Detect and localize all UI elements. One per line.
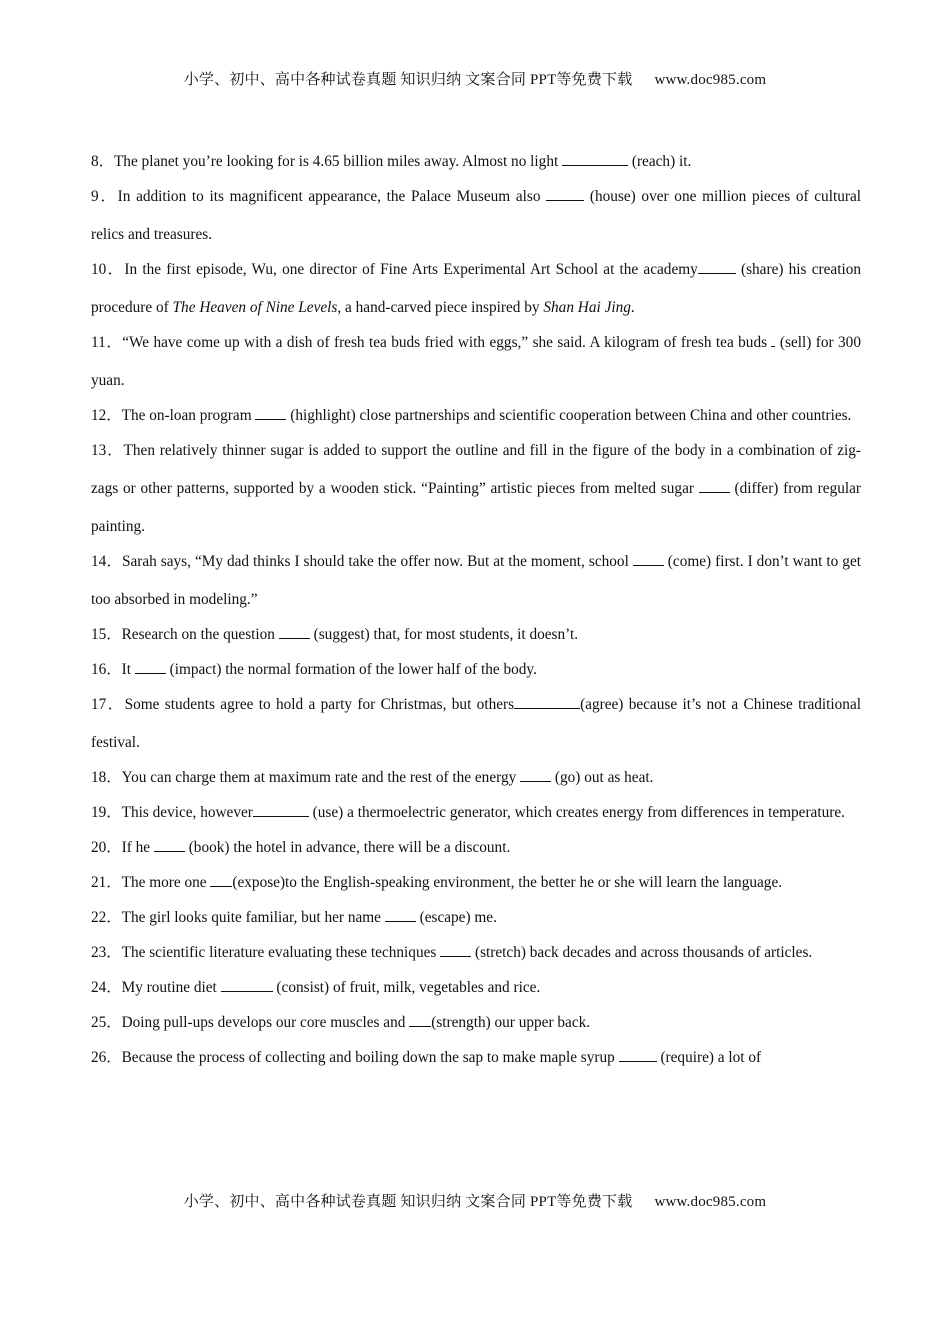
question-16: 16．It (impact) the normal formation of the lower half of the body. bbox=[91, 651, 861, 689]
question-11: 11．“We have come up with a dish of fresh tea buds fried with eggs,” she said. A kilogram of fresh tea buds (sell) for 300 yuan. bbox=[91, 324, 861, 400]
answer-blank bbox=[562, 150, 628, 166]
question-18: 18．You can charge them at maximum rate and the rest of the energy (go) out as heat. bbox=[91, 759, 861, 797]
question-10: 10．In the first episode, Wu, one director of Fine Arts Experimental Art School at the academy (share) his creation procedure of The Heaven of Nine Levels, a hand-carved piece inspired by Shan Hai Jing. bbox=[91, 251, 861, 327]
work-title: The Heaven of Nine Levels bbox=[172, 299, 338, 316]
question-15: 15．Research on the question (suggest) that, for most students, it doesn’t. bbox=[91, 616, 861, 654]
exercise-list bbox=[91, 143, 861, 1074]
question-9: 9．In addition to its magnificent appearance, the Palace Museum also (house) over one million pieces of cultural relics and treasures. bbox=[91, 178, 861, 254]
question-14: 14．Sarah says, “My dad thinks I should take the offer now. But at the moment, school (come) first. I don’t want to get too absorbed in modeling.” bbox=[91, 543, 861, 619]
page-header bbox=[0, 68, 950, 89]
book-title: Shan Hai Jing bbox=[543, 299, 631, 316]
question-20: 20．If he (book) the hotel in advance, there will be a discount. bbox=[91, 829, 861, 867]
question-23: 23．The scientific literature evaluating these techniques (stretch) back decades and across thousands of articles. bbox=[91, 934, 861, 972]
answer-blank bbox=[210, 871, 232, 887]
answer-blank bbox=[619, 1046, 657, 1062]
answer-blank bbox=[546, 185, 584, 201]
answer-blank bbox=[135, 658, 166, 674]
answer-blank bbox=[255, 404, 286, 420]
answer-blank bbox=[633, 550, 664, 566]
question-12: 12．The on-loan program (highlight) close partnerships and scientific cooperation between China and other countries. bbox=[91, 397, 861, 435]
answer-blank bbox=[698, 258, 736, 274]
question-26: 26．Because the process of collecting and boiling down the sap to make maple syrup (require) a lot of bbox=[91, 1039, 861, 1077]
question-21: 21．The more one (expose)to the English-speaking environment, the better he or she will learn the language. bbox=[91, 864, 861, 902]
question-24: 24．My routine diet (consist) of fruit, milk, vegetables and rice. bbox=[91, 969, 861, 1007]
answer-blank bbox=[409, 1011, 431, 1027]
answer-blank bbox=[440, 941, 471, 957]
answer-blank bbox=[279, 623, 310, 639]
footer-url[interactable]: www.doc985.com bbox=[654, 1194, 767, 1210]
answer-blank bbox=[154, 836, 185, 852]
footer-text: 小学、初中、高中各种试卷真题 知识归纳 文案合同 PPT等免费下载 bbox=[183, 1194, 633, 1210]
header-url[interactable]: www.doc985.com bbox=[654, 72, 767, 88]
header-text: 小学、初中、高中各种试卷真题 知识归纳 文案合同 PPT等免费下载 bbox=[183, 72, 633, 88]
page-footer bbox=[0, 1190, 950, 1211]
question-13: 13．Then relatively thinner sugar is added to support the outline and fill in the figure of the body in a combination of zig-zags or other patterns, supported by a wooden stick. “Painting” artistic pieces from melted sugar (differ) from regular painting. bbox=[91, 442, 861, 535]
answer-blank bbox=[385, 906, 416, 922]
question-25: 25．Doing pull-ups develops our core muscles and (strength) our upper back. bbox=[91, 1004, 861, 1042]
answer-blank bbox=[520, 766, 551, 782]
question-8: 8．The planet you’re looking for is 4.65 billion miles away. Almost no light (reach) it. bbox=[91, 143, 861, 181]
question-19: 19．This device, however (use) a thermoelectric generator, which creates energy from differences in temperature. bbox=[91, 794, 861, 832]
answer-blank bbox=[221, 976, 273, 992]
question-22: 22．The girl looks quite familiar, but her name (escape) me. bbox=[91, 899, 861, 937]
answer-blank bbox=[514, 693, 580, 709]
question-17: 17．Some students agree to hold a party for Christmas, but others (agree) because it’s not a Chinese traditional festival. bbox=[91, 686, 861, 762]
answer-blank bbox=[699, 477, 730, 493]
answer-blank bbox=[253, 801, 309, 817]
